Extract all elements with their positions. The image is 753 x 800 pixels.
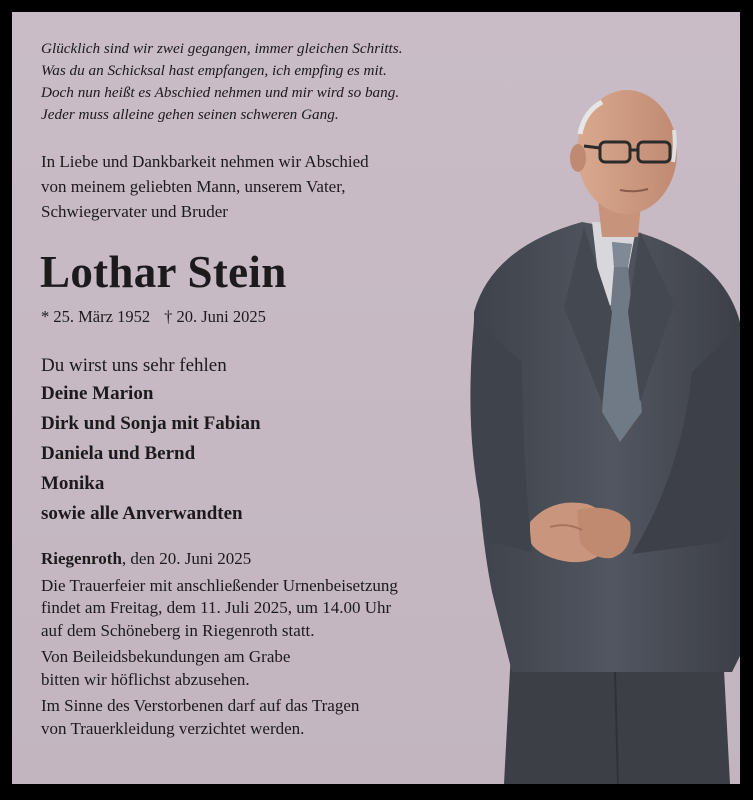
life-dates	[41, 305, 266, 329]
intro-line: Schwiegervater und Bruder	[41, 202, 228, 221]
clothing-line: Im Sinne des Verstorbenen darf auf das Tragen	[41, 696, 360, 715]
ceremony-details	[41, 548, 521, 744]
deceased-name: Lothar Stein	[40, 247, 287, 297]
ceremony-info	[41, 575, 521, 643]
intro-line: In Liebe und Dankbarkeit nehmen wir Abschied	[41, 152, 369, 171]
condolences-info	[41, 646, 521, 691]
death-date: † 20. Juni 2025	[164, 307, 266, 326]
notice-date: , den 20. Juni 2025	[121, 549, 252, 568]
obituary-notice	[12, 12, 740, 784]
poem-line: Jeder muss alleine gehen seinen schweren Gang.	[41, 106, 339, 123]
farewell-intro	[41, 149, 511, 224]
mourner-name: Daniela und Bernd	[41, 443, 196, 464]
mourners-intro: Du wirst uns sehr fehlen	[41, 355, 227, 376]
portrait-photo	[452, 72, 740, 784]
condolences-line: bitten wir höflichst abzusehen.	[41, 669, 250, 689]
clothing-line: von Trauerkleidung verzichtet werden.	[41, 718, 305, 738]
ceremony-line: auf dem Schöneberg in Riegenroth statt.	[41, 620, 315, 640]
birth-date: * 25. März 1952	[41, 307, 151, 326]
ceremony-line: Die Trauerfeier mit anschließender Urnenbeisetzung	[41, 575, 398, 595]
clothing-info	[41, 695, 521, 740]
mourner-name: sowie alle Anverwandten	[41, 503, 243, 524]
place-name: Riegenroth	[41, 549, 122, 568]
intro-line: von meinem geliebten Mann, unserem Vater,	[41, 177, 346, 196]
mourner-name: Monika	[41, 473, 105, 494]
place-date	[41, 548, 521, 571]
poem-line: Doch nun heißt es Abschied nehmen und mir wird so bang.	[41, 84, 400, 101]
mourner-name: Deine Marion	[41, 383, 154, 404]
ceremony-line: findet am Freitag, dem 11. Juli 2025, um 14.00 Uhr	[41, 598, 392, 617]
poem-line: Was du an Schicksal hast empfangen, ich empfing es mit.	[41, 62, 387, 79]
mourner-name: Dirk und Sonja mit Fabian	[41, 413, 261, 434]
mourners-list	[41, 379, 261, 529]
poem-line: Glücklich sind wir zwei gegangen, immer gleichen Schritts.	[41, 40, 403, 57]
condolences-line: Von Beileidsbekundungen am Grabe	[41, 647, 291, 666]
